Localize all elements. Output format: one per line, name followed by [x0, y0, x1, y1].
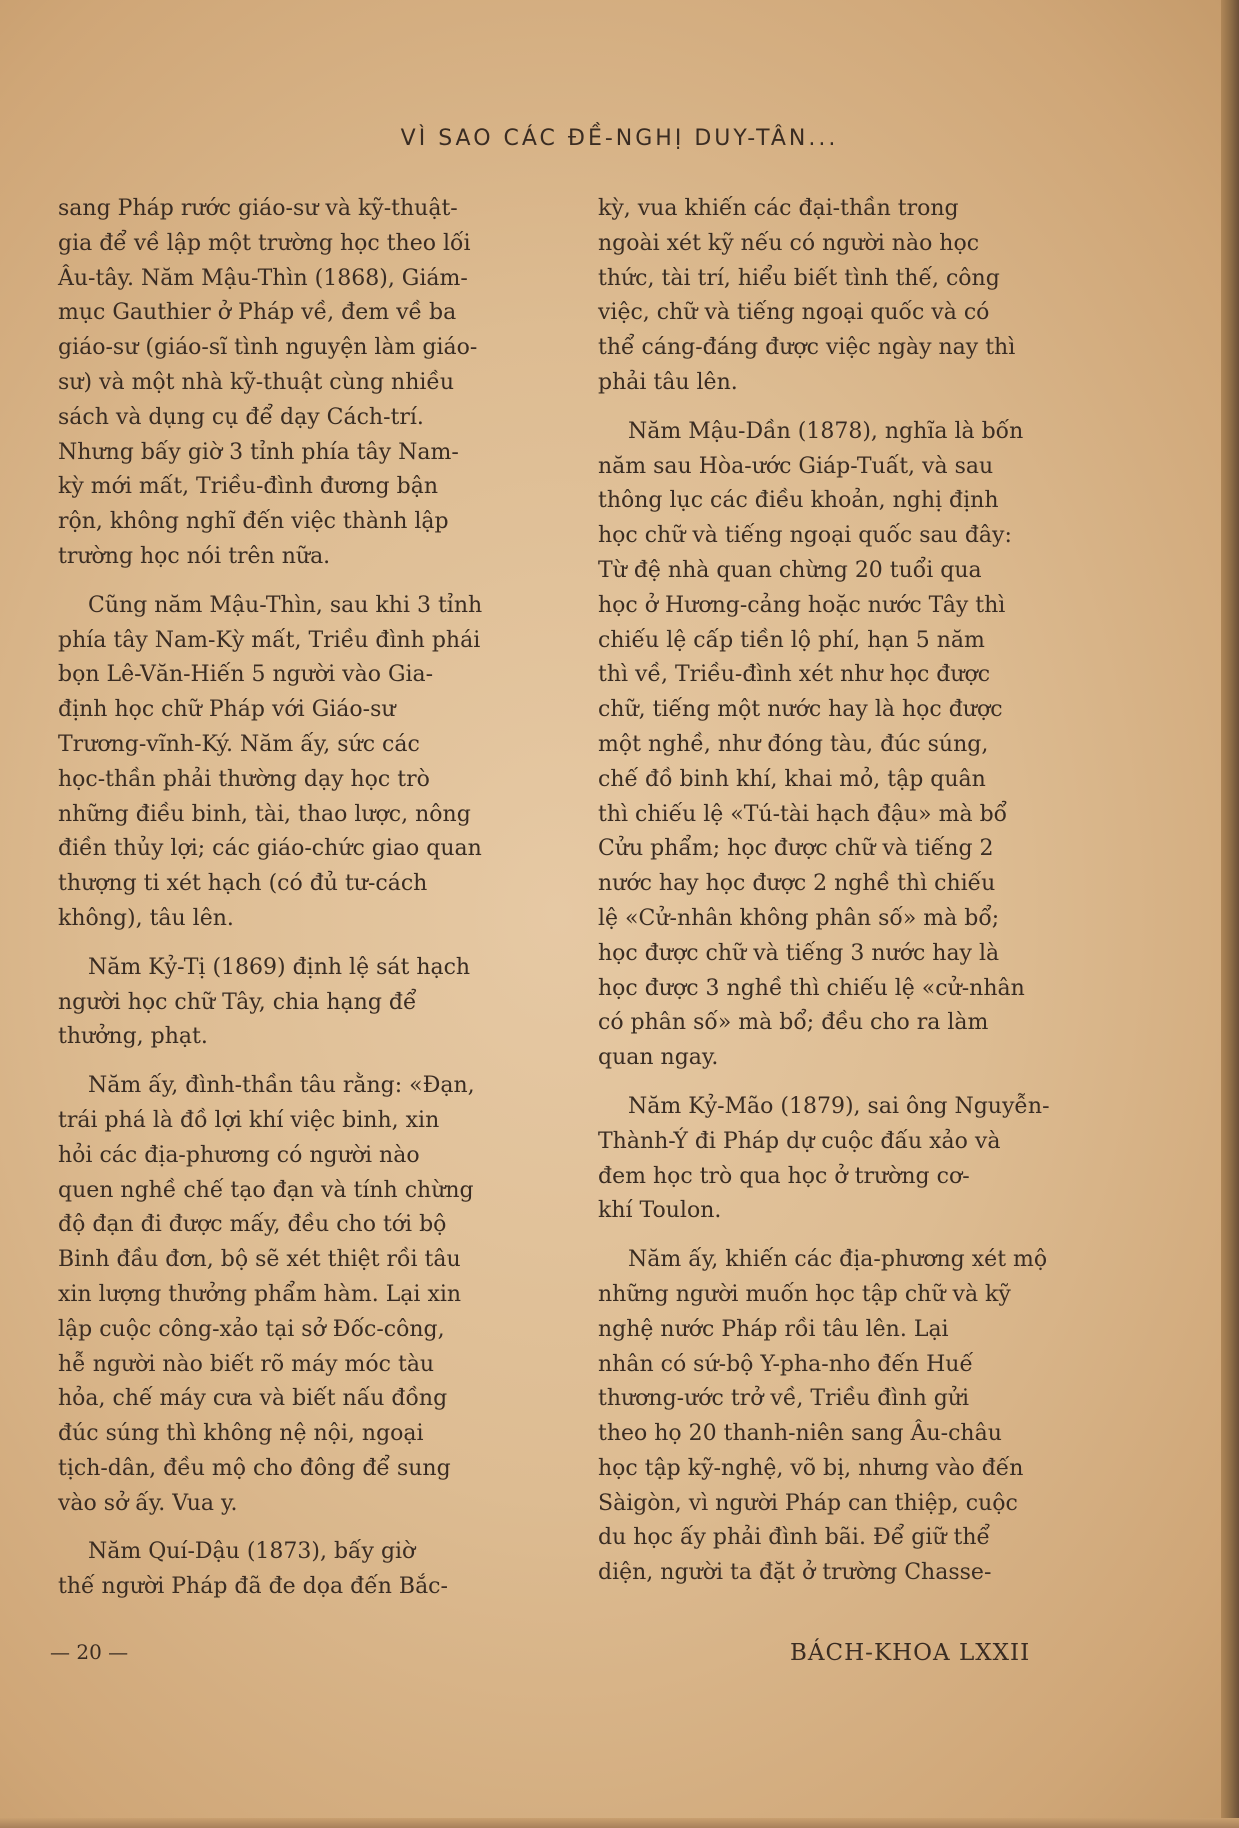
paragraph: Năm Quí-Dậu (1873), bấy giờ thế người Pháp đã đe dọa đến Bắc- — [58, 1539, 448, 1600]
page-number: — 20 — — [50, 1640, 129, 1664]
left-column — [58, 192, 558, 1619]
paragraph: Năm Mậu-Dần (1878), nghĩa là bốn năm sau Hòa-ước Giáp-Tuất, và sau thông lục các điều khoản, nghị định học chữ và tiếng ngoại quốc sau đây: Từ đệ nhà quan chừng 20 tuổi qua học ở Hương-cảng hoặc nước Tây thì chiếu lệ cấp tiền lộ phí, hạn 5 năm thì về, Triều-đình xét như học được chữ, tiếng một nước hay là học được một nghề, như đóng tàu, đúc súng, chế đồ binh khí, khai mỏ, tập quân thì chiếu lệ «Tú-tài hạch đậu» mà bổ Cửu phẩm; học được chữ và tiếng 2 nước hay học được 2 nghề thì chiếu lệ «Cử-nhân không phân số» mà bổ; học được chữ và tiếng 3 nước hay là học được 3 nghề thì chiếu lệ «cử-nhân có phân số» mà bổ; đều cho ra làm quan ngay. — [598, 418, 1025, 1071]
paragraph: sang Pháp rước giáo-sư và kỹ-thuật- gia để về lập một trường học theo lối Âu-tây. Năm Mậu-Thìn (1868), Giám- mục Gauthier ở Pháp về, đem về ba giáo-sư (giáo-sĩ tình nguyện làm giáo- sư) và một nhà kỹ-thuật cùng nhiều sách và dụng cụ để dạy Cách-trí. Nhưng bấy giờ 3 tỉnh phía tây Nam- kỳ mới mất, Triều-đình đương bận rộn, không nghĩ đến việc thành lập trường học nói trên nữa. — [58, 196, 478, 569]
paragraph: Năm Kỷ-Tị (1869) định lệ sát hạch người học chữ Tây, chia hạng để thưởng, phạt. — [58, 954, 471, 1050]
paragraph: Năm Kỷ-Mão (1879), sai ông Nguyễn- Thành-Ý đi Pháp dự cuộc đấu xảo và đem học trò qua học ở trường cơ- khí Toulon. — [598, 1093, 1050, 1224]
paragraph: Cũng năm Mậu-Thìn, sau khi 3 tỉnh phía tây Nam-Kỳ mất, Triều đình phái bọn Lê-Văn-Hiến 5 người vào Gia- định học chữ Pháp với Giáo-sư Trương-vĩnh-Ký. Năm ấy, sức các học-thần phải thường dạy học trò những điều binh, tài, thao lược, nông điền thủy lợi; các giáo-chức giao quan thượng ti xét hạch (có đủ tư-cách không), tâu lên. — [58, 592, 483, 931]
page-bottom-edge — [0, 1818, 1239, 1828]
right-column — [598, 192, 1100, 1605]
publication-name: BÁCH-KHOA LXXII — [790, 1640, 1031, 1666]
paragraph: Năm ấy, đình-thần tâu rằng: «Đạn, trái phá là đồ lợi khí việc binh, xin hỏi các địa-phương có người nào quen nghề chế tạo đạn và tính chừng độ đạn đi được mấy, đều cho tới bộ Binh đầu đơn, bộ sẽ xét thiệt rồi tâu xin lượng thưởng phẩm hàm. Lại xin lập cuộc công-xảo tại sở Đốc-công, hễ người nào biết rõ máy móc tàu hỏa, chế máy cưa và biết nấu đồng đúc súng thì không nệ nội, ngoại tịch-dân, đều mộ cho đông để sung vào sở ấy. Vua y. — [58, 1073, 475, 1516]
paragraph: Năm ấy, khiến các địa-phương xét mộ những người muốn học tập chữ và kỹ nghệ nước Pháp rồi tâu lên. Lại nhân có sứ-bộ Y-pha-nho đến Huế thương-ước trở về, Triều đình gửi theo họ 20 thanh-niên sang Âu-châu học tập kỹ-nghệ, võ bị, nhưng vào đến Sàigòn, vì người Pháp can thiệp, cuộc du học ấy phải đình bãi. Để giữ thể diện, người ta đặt ở trường Chasse- — [598, 1247, 1048, 1586]
running-header: VÌ SAO CÁC ĐỀ-NGHỊ DUY-TÂN... — [400, 126, 839, 151]
page-edge-shadow — [1221, 0, 1239, 1828]
paragraph: kỳ, vua khiến các đại-thần trong ngoài xét kỹ nếu có người nào học thức, tài trí, hiểu biết tình thế, công việc, chữ và tiếng ngoại quốc và có thể cáng-đáng được việc ngày nay thì phải tâu lên. — [598, 196, 1016, 395]
